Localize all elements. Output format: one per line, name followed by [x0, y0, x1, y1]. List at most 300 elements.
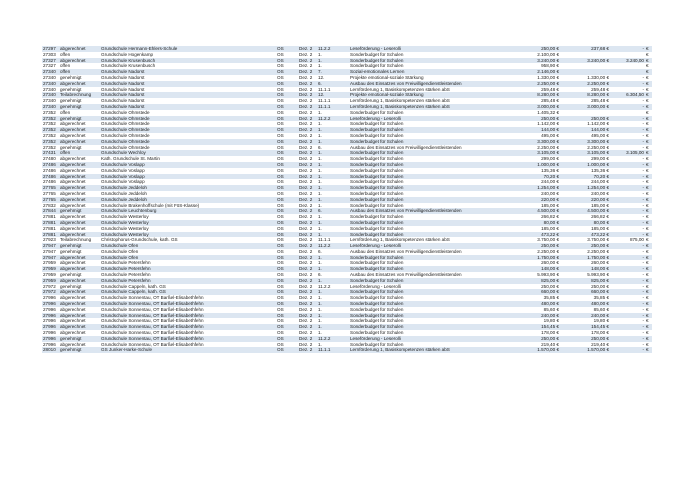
region-cell: OS [276, 127, 298, 133]
region-cell: OS [276, 174, 298, 180]
status-cell: offen [59, 150, 100, 156]
currency-cell: € [645, 156, 652, 162]
region-cell: OS [276, 145, 298, 151]
currency-cell: € [645, 255, 652, 261]
status-cell: genehmigt [59, 116, 100, 122]
approved-amount-cell: 2.250,00 € [560, 145, 610, 151]
region-cell: OS [276, 301, 298, 307]
currency-cell: € [645, 301, 652, 307]
remaining-amount-cell: 3.240,00 [610, 58, 645, 64]
school-cell: Grundschule Ohmstede [100, 133, 276, 139]
remaining-amount-cell: - [610, 162, 645, 168]
measure-cell: Leseförderung - Leserolli [349, 46, 509, 52]
school-cell: Grundschule Wechloy [100, 150, 276, 156]
school-cell: Grundschule Voslapp [100, 168, 276, 174]
status-cell: abgerechnet [59, 121, 100, 127]
school-cell: Grundschule Westerloy [100, 214, 276, 220]
school-cell: Grundschule Ofen [100, 249, 276, 255]
approved-amount-cell: 244,00 € [560, 179, 610, 185]
requested-amount-cell: 266,82 € [509, 214, 560, 220]
currency-cell: € [645, 162, 652, 168]
remaining-amount-cell: 875,00 [610, 237, 645, 243]
currency-cell: € [645, 197, 652, 203]
measure-cell: Sonderbudget für Schulen [349, 307, 509, 313]
department-cell: Dez. 2 [298, 104, 317, 110]
measure-code-cell: 1. [317, 313, 349, 319]
remaining-amount-cell: - [610, 145, 645, 151]
currency-cell: € [645, 214, 652, 220]
region-cell: OS [276, 342, 298, 348]
remaining-amount-cell: - [610, 347, 645, 353]
id-cell: 27340 [42, 87, 59, 93]
department-cell: Dez. 2 [298, 324, 317, 330]
status-cell: abgerechnet [59, 133, 100, 139]
status-cell: abgerechnet [59, 214, 100, 220]
approved-amount-cell: 3.240,00 € [560, 58, 610, 64]
region-cell: OS [276, 260, 298, 266]
remaining-amount-cell: - [610, 75, 645, 81]
id-cell: 27486 [42, 174, 59, 180]
approved-amount-cell: 1.254,00 € [560, 185, 610, 191]
currency-cell: € [645, 46, 652, 52]
status-cell: offen [59, 63, 100, 69]
remaining-amount-cell: - [610, 342, 645, 348]
department-cell: Dez. 2 [298, 52, 317, 58]
school-cell: Grundschule Westerloy [100, 226, 276, 232]
department-cell: Dez. 2 [298, 179, 317, 185]
status-cell: abgerechnet [59, 301, 100, 307]
remaining-amount-cell: - [610, 295, 645, 301]
approved-amount-cell: 250,00 € [560, 116, 610, 122]
currency-cell: € [645, 168, 652, 174]
region-cell: OS [276, 295, 298, 301]
school-cell: Grundschule Nadorst [100, 69, 276, 75]
remaining-amount-cell: - [610, 197, 645, 203]
department-cell: Dez. 2 [298, 81, 317, 87]
requested-amount-cell: 154,45 € [509, 324, 560, 330]
department-cell: Dez. 2 [298, 63, 317, 69]
department-cell: Dez. 2 [298, 156, 317, 162]
region-cell: OS [276, 92, 298, 98]
department-cell: Dez. 2 [298, 197, 317, 203]
region-cell: OS [276, 347, 298, 353]
measure-code-cell: 1. [317, 133, 349, 139]
measure-cell: Sonderbudget für Schulen [349, 168, 509, 174]
region-cell: OS [276, 133, 298, 139]
measure-cell: Sonderbudget für Schulen [349, 58, 509, 64]
id-cell: 27352 [42, 121, 59, 127]
remaining-amount-cell: - [610, 133, 645, 139]
department-cell: Dez. 2 [298, 116, 317, 122]
remaining-amount-cell: - [610, 336, 645, 342]
id-cell: 27947 [42, 249, 59, 255]
approved-amount-cell: 237,68 € [560, 46, 610, 52]
region-cell: OS [276, 98, 298, 104]
region-cell: OS [276, 46, 298, 52]
id-cell: 27327 [42, 58, 59, 64]
requested-amount-cell: 70,20 € [509, 174, 560, 180]
region-cell: OS [276, 255, 298, 261]
region-cell: OS [276, 63, 298, 69]
status-cell: abgerechnet [59, 174, 100, 180]
currency-cell: € [645, 127, 652, 133]
id-cell: 27844 [42, 208, 59, 214]
measure-code-cell: 1. [317, 127, 349, 133]
measure-code-cell: 1. [317, 185, 349, 191]
department-cell: Dez. 2 [298, 162, 317, 168]
status-cell: Teilabrechnung [59, 92, 100, 98]
school-cell: Grundschule Hogenkamp [100, 52, 276, 58]
school-cell: Grundschule Ohmstede [100, 145, 276, 151]
requested-amount-cell: 250,00 € [509, 243, 560, 249]
region-cell: OS [276, 203, 298, 209]
requested-amount-cell: 4.500,00 € [509, 208, 560, 214]
id-cell: 27947 [42, 243, 59, 249]
id-cell: 27996 [42, 318, 59, 324]
measure-cell: Sonderbudget für Schulen [349, 185, 509, 191]
measure-code-cell: 11.2.2 [317, 284, 349, 290]
requested-amount-cell: 825,00 € [509, 278, 560, 284]
measure-code-cell: 1. [317, 220, 349, 226]
requested-amount-cell: 219,40 € [509, 342, 560, 348]
currency-cell: € [645, 69, 652, 75]
region-cell: OS [276, 139, 298, 145]
id-cell: 27340 [42, 104, 59, 110]
id-cell: 27881 [42, 220, 59, 226]
currency-cell: € [645, 342, 652, 348]
measure-cell: Sonderbudget für Schulen [349, 226, 509, 232]
measure-cell: Sonderbudget für Schulen [349, 52, 509, 58]
status-cell: genehmigt [59, 249, 100, 255]
approved-amount-cell: 1.142,00 € [560, 121, 610, 127]
requested-amount-cell: 185,00 € [509, 226, 560, 232]
measure-code-cell: 1. [317, 58, 349, 64]
status-cell: abgerechnet [59, 46, 100, 52]
status-cell: genehmigt [59, 75, 100, 81]
measure-cell: Sonderbudget für Schulen [349, 301, 509, 307]
currency-cell: € [645, 133, 652, 139]
school-cell: Grundschule Jeddeloh [100, 185, 276, 191]
department-cell: Dez. 2 [298, 127, 317, 133]
region-cell: OS [276, 110, 298, 116]
remaining-amount-cell: - [610, 208, 645, 214]
currency-cell: € [645, 116, 652, 122]
measure-cell: Ausbau des Einsatzes von Freiwilligendienstleistenden [349, 81, 509, 87]
school-cell: Grundschule Cappeln, kath. GS [100, 289, 276, 295]
id-cell: 27486 [42, 162, 59, 168]
measure-cell: Sonderbudget für Schulen [349, 232, 509, 238]
department-cell: Dez. 2 [298, 342, 317, 348]
approved-amount-cell: 495,00 € [560, 133, 610, 139]
status-cell: genehmigt [59, 145, 100, 151]
currency-cell: € [645, 330, 652, 336]
region-cell: OS [276, 168, 298, 174]
requested-amount-cell: 250,00 € [509, 284, 560, 290]
department-cell: Dez. 2 [298, 249, 317, 255]
measure-cell: Lernförderung 1, Basiskompetenzen stärken abS [349, 104, 509, 110]
school-cell: Grundschule Krusenbusch [100, 58, 276, 64]
currency-cell: € [645, 249, 652, 255]
currency-cell: € [645, 313, 652, 319]
currency-cell: € [645, 260, 652, 266]
measure-cell: Lernförderung 1, Basiskompetenzen stärken abS [349, 87, 509, 93]
measure-code-cell: 1. [317, 174, 349, 180]
id-cell: 27352 [42, 127, 59, 133]
remaining-amount-cell: - [610, 185, 645, 191]
id-cell: 27765 [42, 197, 59, 203]
remaining-amount-cell: - [610, 232, 645, 238]
region-cell: OS [276, 191, 298, 197]
id-cell: 27340 [42, 92, 59, 98]
school-cell: Grundschule Cappeln, kath. GS [100, 284, 276, 290]
measure-code-cell: 1. [317, 156, 349, 162]
region-cell: OS [276, 278, 298, 284]
approved-amount-cell: 2.250,00 € [560, 81, 610, 87]
school-cell: Grundschule Leuchtenburg [100, 208, 276, 214]
requested-amount-cell: 3.000,00 € [509, 104, 560, 110]
approved-amount-cell: 3.750,00 € [560, 237, 610, 243]
approved-amount-cell: 80,00 € [560, 220, 610, 226]
measure-code-cell: 11.1.1 [317, 87, 349, 93]
remaining-amount-cell: - [610, 203, 645, 209]
measure-code-cell: 1. [317, 318, 349, 324]
measure-cell: Sonderbudget für Schulen [349, 174, 509, 180]
status-cell: abgerechnet [59, 226, 100, 232]
region-cell: OS [276, 220, 298, 226]
requested-amount-cell: 2.250,00 € [509, 145, 560, 151]
measure-cell: Lernförderung 1, Basiskompetenzen stärken abS [349, 237, 509, 243]
remaining-amount-cell: - [610, 255, 645, 261]
requested-amount-cell: 473,22 € [509, 232, 560, 238]
school-cell: Grundschule Petersfehn [100, 266, 276, 272]
measure-cell: Sonderbudget für Schulen [349, 179, 509, 185]
status-cell: abgerechnet [59, 58, 100, 64]
approved-amount-cell: 299,00 € [560, 156, 610, 162]
currency-cell: € [645, 324, 652, 330]
approved-amount-cell: 260,00 € [560, 260, 610, 266]
measure-cell: Lernförderung 1, Basiskompetenzen stärken abS [349, 347, 509, 353]
region-cell: OS [276, 185, 298, 191]
measure-cell: Sonderbudget für Schulen [349, 121, 509, 127]
id-cell: 27352 [42, 116, 59, 122]
currency-cell: € [645, 232, 652, 238]
school-cell: Grundschule Nadorst [100, 92, 276, 98]
requested-amount-cell: 3.105,00 € [509, 150, 560, 156]
remaining-amount-cell: - [610, 156, 645, 162]
school-cell: Kath. Grundschule St. Martin [100, 156, 276, 162]
measure-code-cell: 11.2.2 [317, 46, 349, 52]
id-cell: 27340 [42, 81, 59, 87]
measure-code-cell: 1. [317, 324, 349, 330]
region-cell: OS [276, 266, 298, 272]
requested-amount-cell: 2.250,00 € [509, 81, 560, 87]
department-cell: Dez. 2 [298, 278, 317, 284]
id-cell: 27959 [42, 266, 59, 272]
measure-code-cell: 1. [317, 214, 349, 220]
region-cell: OS [276, 58, 298, 64]
remaining-amount-cell: - [610, 260, 645, 266]
id-cell: 27832 [42, 203, 59, 209]
measure-code-cell: 6. [317, 145, 349, 151]
measure-cell: Sonderbudget für Schulen [349, 289, 509, 295]
currency-cell: € [645, 226, 652, 232]
status-cell: genehmigt [59, 87, 100, 93]
remaining-amount-cell: - [610, 313, 645, 319]
status-cell: abgerechnet [59, 266, 100, 272]
department-cell: Dez. 2 [298, 139, 317, 145]
approved-amount-cell: 70,20 € [560, 174, 610, 180]
status-cell: abgerechnet [59, 278, 100, 284]
approved-amount-cell: 259,48 € [560, 87, 610, 93]
school-cell: Grundschule Voslapp [100, 162, 276, 168]
currency-cell: € [645, 289, 652, 295]
school-cell: Grundschule Sonnentau, OT Barßel-Elisabethfehn [100, 318, 276, 324]
remaining-amount-cell: - [610, 174, 645, 180]
remaining-amount-cell: - [610, 168, 645, 174]
department-cell: Dez. 2 [298, 347, 317, 353]
currency-cell: € [645, 58, 652, 64]
remaining-amount-cell: - [610, 220, 645, 226]
remaining-amount-cell: - [610, 98, 645, 104]
approved-amount-cell: 1.330,00 € [560, 75, 610, 81]
measure-code-cell: 6. [317, 81, 349, 87]
approved-amount-cell: 3.000,00 € [560, 104, 610, 110]
school-cell: Grundschule Nadorst [100, 75, 276, 81]
approved-amount-cell: 1.570,00 € [560, 347, 610, 353]
id-cell: 27881 [42, 214, 59, 220]
approved-amount-cell: 144,00 € [560, 127, 610, 133]
measure-cell: Ausbau des Einsatzes von Freiwilligendienstleistenden [349, 208, 509, 214]
measure-cell: Leseförderung - Leserolli [349, 243, 509, 249]
requested-amount-cell: 3.240,00 € [509, 58, 560, 64]
region-cell: OS [276, 237, 298, 243]
approved-amount-cell: 250,00 € [560, 243, 610, 249]
measure-cell: Projekte emotional-soziale Stärkung [349, 75, 509, 81]
requested-amount-cell: 144,00 € [509, 127, 560, 133]
requested-amount-cell: 2.146,00 € [509, 69, 560, 75]
requested-amount-cell: 135,36 € [509, 168, 560, 174]
currency-cell: € [645, 174, 652, 180]
requested-amount-cell: 958,90 € [509, 63, 560, 69]
measure-cell: Leseförderung - Leserolli [349, 284, 509, 290]
requested-amount-cell: 19,80 € [509, 318, 560, 324]
measure-code-cell: 1. [317, 307, 349, 313]
remaining-amount-cell: - [610, 87, 645, 93]
approved-amount-cell: 154,45 € [560, 324, 610, 330]
currency-cell: € [645, 208, 652, 214]
approved-amount-cell: 473,22 € [560, 232, 610, 238]
requested-amount-cell: 85,60 € [509, 307, 560, 313]
requested-amount-cell: 220,00 € [509, 197, 560, 203]
department-cell: Dez. 2 [298, 243, 317, 249]
remaining-amount-cell: - [610, 179, 645, 185]
status-cell: abgerechnet [59, 307, 100, 313]
status-cell: offen [59, 69, 100, 75]
status-cell: genehmigt [59, 243, 100, 249]
department-cell: Dez. 2 [298, 318, 317, 324]
department-cell: Dez. 2 [298, 220, 317, 226]
approved-amount-cell: 2.250,00 € [560, 249, 610, 255]
measure-code-cell: 1. [317, 278, 349, 284]
school-cell: Grundschule Krusenbusch [100, 63, 276, 69]
department-cell: Dez. 2 [298, 289, 317, 295]
region-cell: OS [276, 243, 298, 249]
currency-cell: € [645, 203, 652, 209]
measure-cell: Ausbau des Einsatzes von Freiwilligendienstleistenden [349, 249, 509, 255]
requested-amount-cell: 1.142,00 € [509, 121, 560, 127]
school-cell: Grundschule Westerloy [100, 220, 276, 226]
region-cell: OS [276, 330, 298, 336]
measure-cell: Sonderbudget für Schulen [349, 133, 509, 139]
approved-amount-cell: 19,80 € [560, 318, 610, 324]
status-cell: abgerechnet [59, 232, 100, 238]
id-cell: 27340 [42, 75, 59, 81]
region-cell: OS [276, 81, 298, 87]
currency-cell: € [645, 52, 652, 58]
requested-amount-cell: 1.254,00 € [509, 185, 560, 191]
school-cell: Grundschule Ofen [100, 255, 276, 261]
measure-cell: Sonderbudget für Schulen [349, 260, 509, 266]
currency-cell: € [645, 272, 652, 278]
requested-amount-cell: 240,00 € [509, 313, 560, 319]
department-cell: Dez. 2 [298, 92, 317, 98]
school-cell: Grundschule Sonnentau, OT Barßel-Elisabethfehn [100, 342, 276, 348]
measure-cell: Sonderbudget für Schulen [349, 318, 509, 324]
status-cell: genehmigt [59, 208, 100, 214]
department-cell: Dez. 2 [298, 58, 317, 64]
department-cell: Dez. 2 [298, 121, 317, 127]
currency-cell: € [645, 220, 652, 226]
school-cell: Grundschule Nadorst [100, 81, 276, 87]
measure-cell: Sonderbudget für Schulen [349, 278, 509, 284]
approved-amount-cell: 178,00 € [560, 330, 610, 336]
currency-cell: € [645, 243, 652, 249]
measure-cell: Sonderbudget für Schulen [349, 220, 509, 226]
requested-amount-cell: 3.300,00 € [509, 139, 560, 145]
requested-amount-cell: 250,00 € [509, 46, 560, 52]
requested-amount-cell: 260,00 € [509, 260, 560, 266]
region-cell: OS [276, 272, 298, 278]
region-cell: OS [276, 232, 298, 238]
measure-code-cell: 6. [317, 249, 349, 255]
school-cell: Christophorus-Grundschule, kath. GS [100, 237, 276, 243]
approved-amount-cell: 3.105,00 € [560, 150, 610, 156]
currency-cell: € [645, 295, 652, 301]
status-cell: abgerechnet [59, 139, 100, 145]
school-cell: Grundschule Sonnentau, OT Barßel-Elisabethfehn [100, 324, 276, 330]
remaining-amount-cell: - [610, 46, 645, 52]
id-cell: 27340 [42, 98, 59, 104]
id-cell: 27765 [42, 185, 59, 191]
approved-amount-cell: 85,60 € [560, 307, 610, 313]
requested-amount-cell: 8.280,00 € [509, 92, 560, 98]
id-cell: 27486 [42, 168, 59, 174]
measure-code-cell: 1. [317, 63, 349, 69]
status-cell: abgerechnet [59, 179, 100, 185]
measure-code-cell: 11.1.1 [317, 237, 349, 243]
status-cell: abgerechnet [59, 318, 100, 324]
id-cell: 27972 [42, 289, 59, 295]
spreadsheet [42, 46, 652, 353]
id-cell: 27996 [42, 313, 59, 319]
measure-cell: Sonderbudget für Schulen [349, 63, 509, 69]
measure-code-cell: 1. [317, 110, 349, 116]
measure-cell: Lernförderung 1, Basiskompetenzen stärken abS [349, 98, 509, 104]
remaining-amount-cell: - [610, 104, 645, 110]
approved-amount-cell: 4.500,00 € [560, 208, 610, 214]
requested-amount-cell: 480,00 € [509, 301, 560, 307]
currency-cell: € [645, 110, 652, 116]
